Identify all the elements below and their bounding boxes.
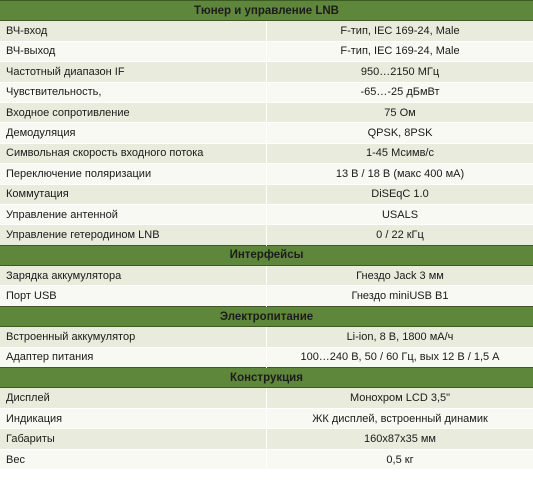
spec-label: Порт USB	[0, 286, 267, 306]
section-header-tuner	[0, 1, 533, 21]
table-row	[0, 225, 533, 245]
table-row	[0, 286, 533, 306]
spec-label: Управление антенной	[0, 204, 267, 224]
spec-value: QPSK, 8PSK	[267, 123, 533, 143]
spec-value: USALS	[267, 204, 533, 224]
section-header-power	[0, 306, 533, 326]
table-row	[0, 327, 533, 347]
spec-value: 160x87x35 мм	[267, 429, 533, 449]
table-row	[0, 21, 533, 41]
table-row	[0, 408, 533, 428]
spec-label: Вес	[0, 449, 267, 469]
spec-label: Коммутация	[0, 184, 267, 204]
table-row	[0, 82, 533, 102]
table-row	[0, 143, 533, 163]
table-row	[0, 266, 533, 286]
spec-value: 0,5 кг	[267, 449, 533, 469]
section-title: Конструкция	[0, 368, 533, 388]
table-row	[0, 41, 533, 61]
section-title: Тюнер и управление LNB	[0, 1, 533, 21]
spec-value: 0 / 22 кГц	[267, 225, 533, 245]
table-row	[0, 62, 533, 82]
spec-label: Входное сопротивление	[0, 102, 267, 122]
spec-label: Индикация	[0, 408, 267, 428]
table-row	[0, 429, 533, 449]
spec-value: 13 В / 18 В (макс 400 мА)	[267, 164, 533, 184]
section-title: Интерфейсы	[0, 245, 533, 265]
spec-label: Адаптер питания	[0, 347, 267, 367]
spec-label: Габариты	[0, 429, 267, 449]
spec-value: DiSEqC 1.0	[267, 184, 533, 204]
spec-label: Управление гетеродином LNB	[0, 225, 267, 245]
table-row	[0, 449, 533, 469]
spec-value: Li-ion, 8 В, 1800 мА/ч	[267, 327, 533, 347]
spec-value: 950…2150 МГц	[267, 62, 533, 82]
table-row	[0, 123, 533, 143]
spec-label: ВЧ-вход	[0, 21, 267, 41]
spec-label: ВЧ-выход	[0, 41, 267, 61]
spec-value: F-тип, IEC 169-24, Male	[267, 41, 533, 61]
spec-label: Дисплей	[0, 388, 267, 408]
table-row	[0, 347, 533, 367]
spec-value: F-тип, IEC 169-24, Male	[267, 21, 533, 41]
spec-value: Монохром LCD 3,5"	[267, 388, 533, 408]
spec-value: 75 Ом	[267, 102, 533, 122]
section-header-interfaces	[0, 245, 533, 265]
spec-value: Гнездо Jack 3 мм	[267, 266, 533, 286]
spec-label: Частотный диапазон IF	[0, 62, 267, 82]
table-row	[0, 102, 533, 122]
table-row	[0, 184, 533, 204]
spec-value: 100…240 В, 50 / 60 Гц, вых 12 В / 1,5 А	[267, 347, 533, 367]
spec-value: 1-45 Мсимв/с	[267, 143, 533, 163]
spec-value: -65…-25 дБмВт	[267, 82, 533, 102]
spec-label: Зарядка аккумулятора	[0, 266, 267, 286]
table-row	[0, 204, 533, 224]
section-title: Электропитание	[0, 306, 533, 326]
table-row	[0, 388, 533, 408]
spec-value: Гнездо miniUSB B1	[267, 286, 533, 306]
spec-label: Демодуляция	[0, 123, 267, 143]
spec-label: Чувствительность,	[0, 82, 267, 102]
spec-label: Встроенный аккумулятор	[0, 327, 267, 347]
table-row	[0, 164, 533, 184]
spec-label: Символьная скорость входного потока	[0, 143, 267, 163]
spec-value: ЖК дисплей, встроенный динамик	[267, 408, 533, 428]
section-header-construction	[0, 368, 533, 388]
spec-label: Переключение поляризации	[0, 164, 267, 184]
